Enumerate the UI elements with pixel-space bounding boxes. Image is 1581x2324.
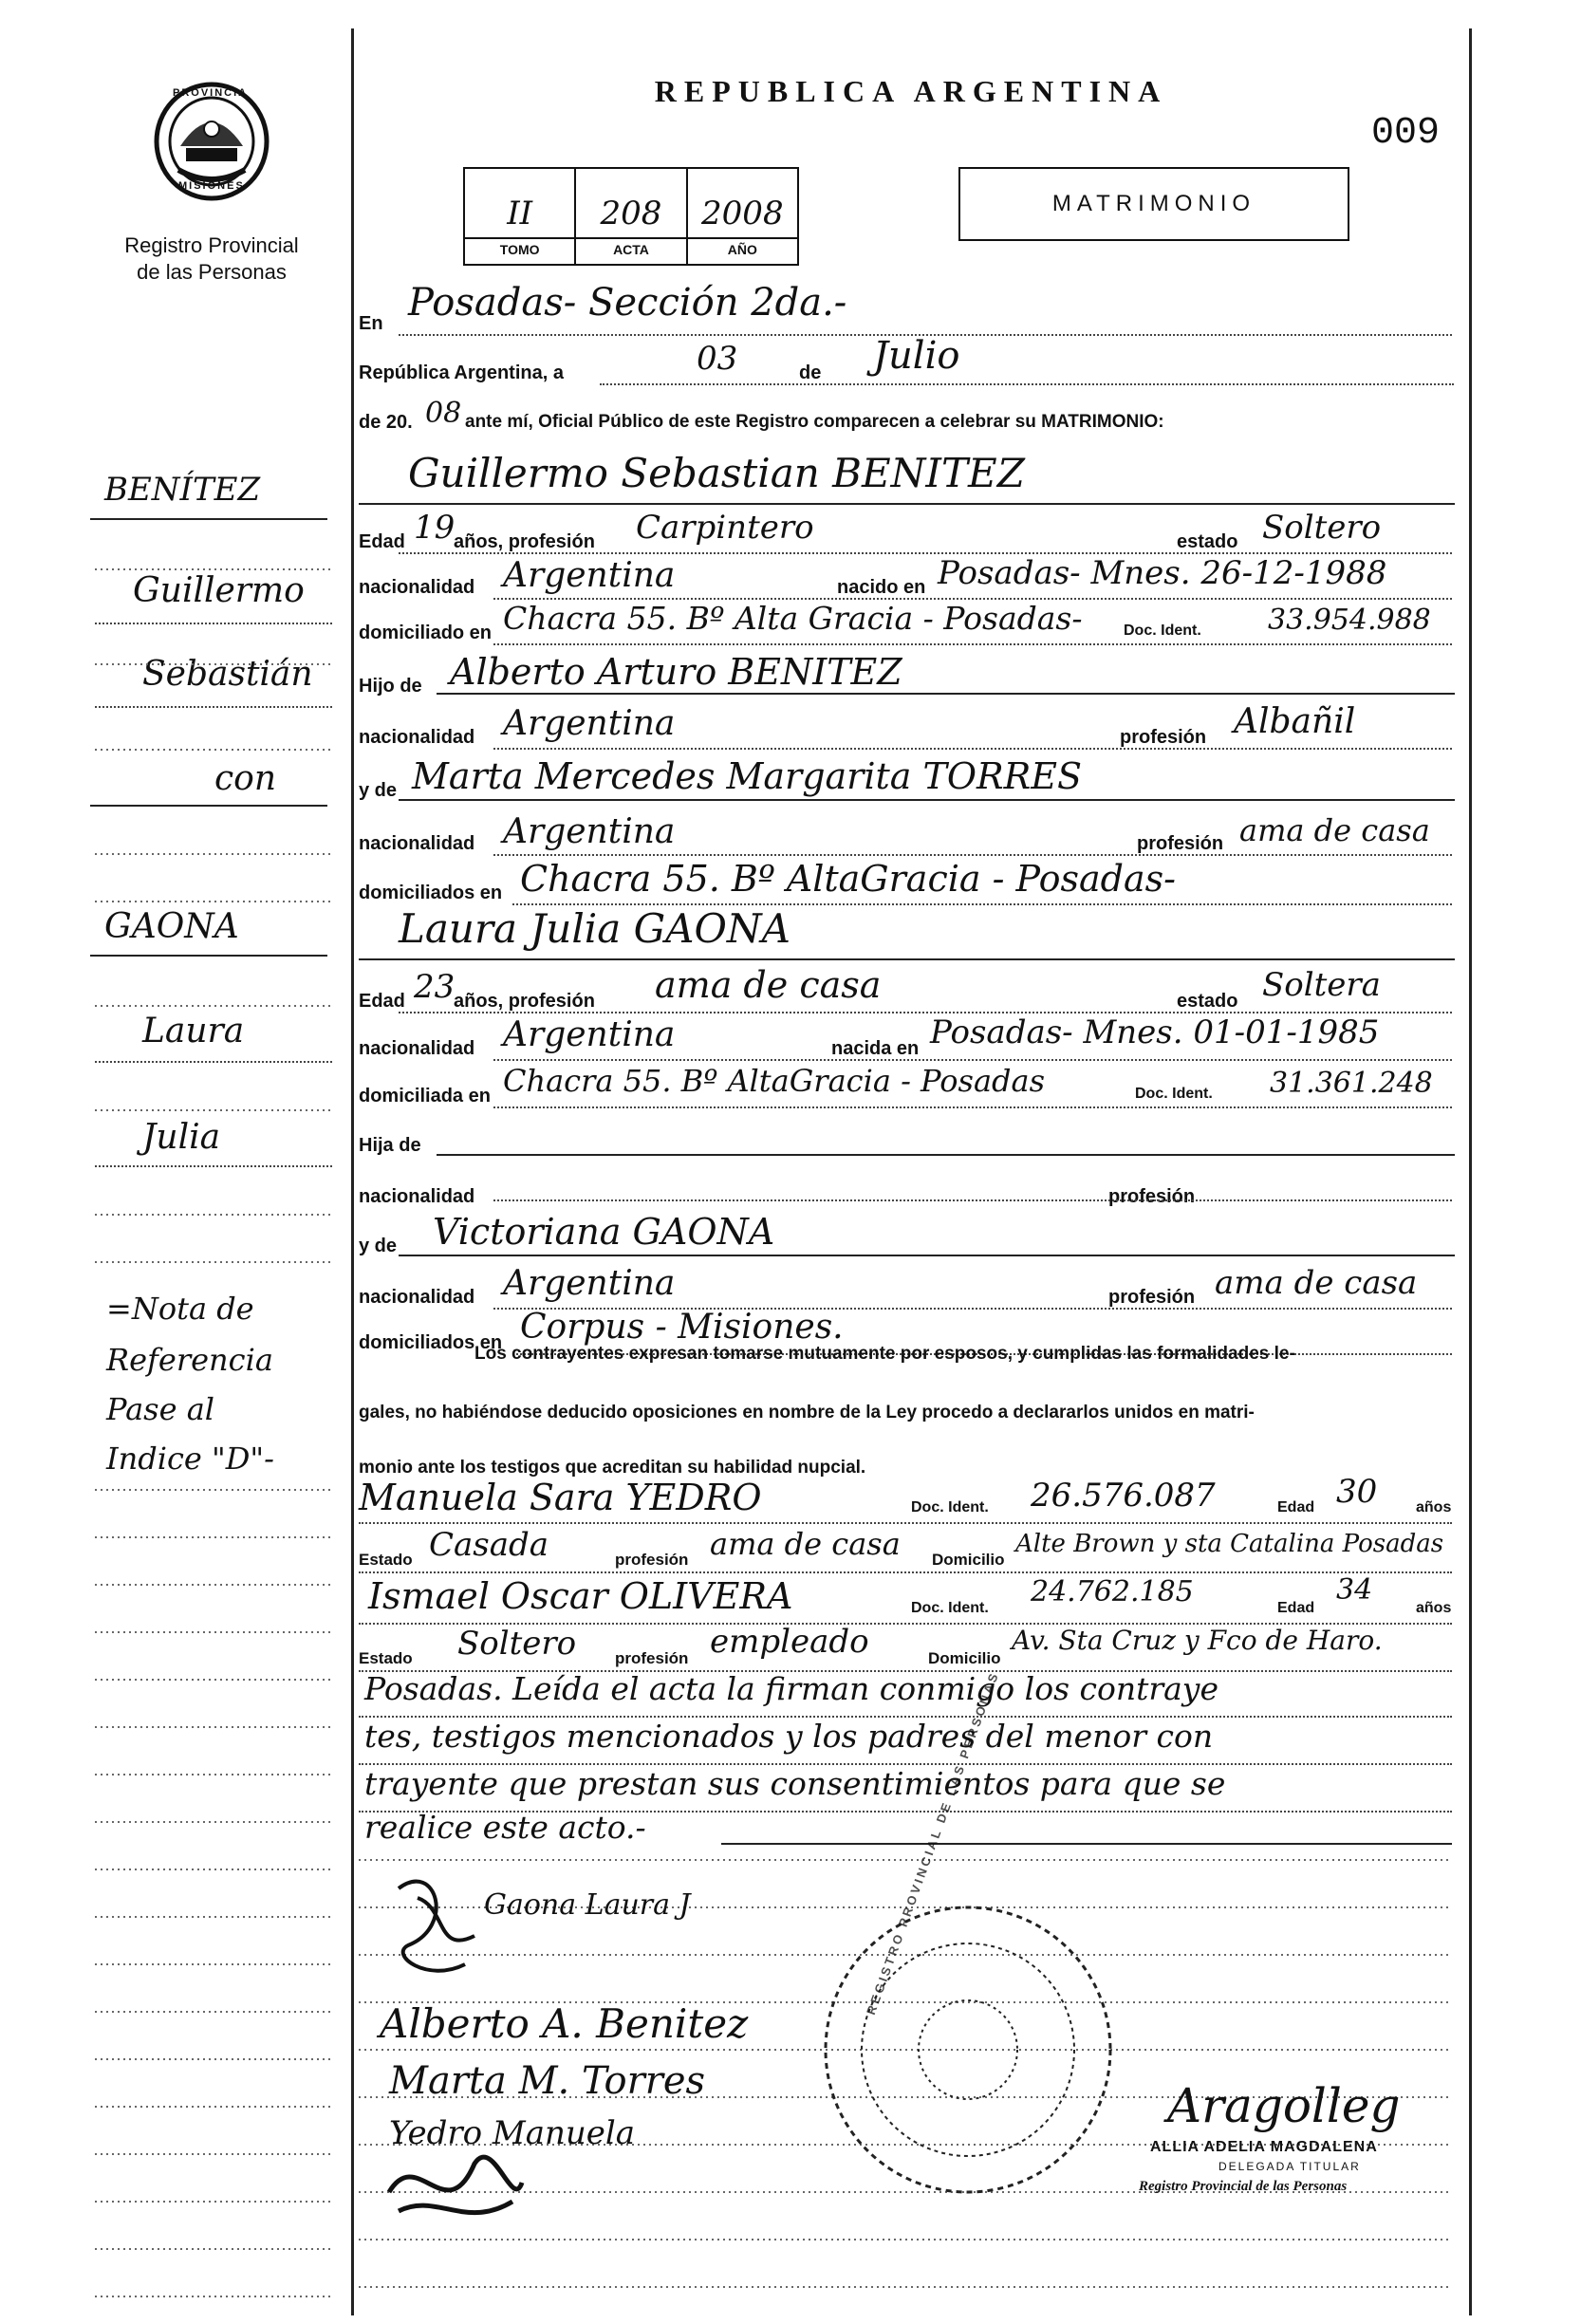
groom-name: Guillermo Sebastian BENITEZ: [408, 450, 1025, 496]
ano-value: 2008: [701, 195, 784, 232]
bride-address: Chacra 55. Bº AltaGracia - Posadas: [503, 1063, 1046, 1099]
groom-hijo-label: Hijo de: [359, 676, 422, 697]
tomo-label: TOMO: [465, 237, 574, 260]
official-title: DELEGADA TITULAR: [1218, 2160, 1361, 2173]
declaration-line-2: gales, no habiéndose deducido oposiciones en nombre de la Ley procedo a declararlos unidos en matri-: [359, 1403, 1255, 1422]
groom-status: Soltero: [1262, 509, 1382, 547]
witness1-estado-label: Estado: [359, 1551, 413, 1569]
groom-yde-label: y de: [359, 780, 398, 801]
groom-parents-dom-label: domiciliados en: [359, 883, 503, 903]
witness2-name: Ismael Oscar OLIVERA: [368, 1575, 793, 1617]
witness2-edad-label: Edad: [1277, 1600, 1315, 1616]
seal-top-text: PROVINCIA: [173, 87, 249, 99]
margin-note-bride-first: Laura: [142, 1012, 245, 1050]
margin-note-con: con: [214, 759, 277, 798]
witness2-anos-label: años: [1416, 1600, 1452, 1616]
witness2-status: Soltero: [457, 1625, 577, 1663]
witness2-domicilio-label: Domicilio: [928, 1649, 1001, 1667]
right-margin-rule: [1469, 28, 1472, 2315]
registry-name-line1: Registro Provincial: [124, 233, 299, 257]
acta-label: ACTA: [576, 237, 685, 260]
closing-line-3: trayente que prestan sus consentimientos para que se: [364, 1765, 1226, 1802]
bride-doc: 31.361.248: [1270, 1067, 1433, 1100]
groom-signature-mark: [380, 1869, 493, 1993]
bride-name: Laura Julia GAONA: [399, 905, 790, 952]
bride-doc-label: Doc. Ident.: [1135, 1086, 1213, 1102]
groom-edad-label: Edad: [359, 531, 405, 552]
bride-profesion-label: años, profesión: [454, 991, 595, 1012]
witness2-profesion-label: profesión: [615, 1649, 689, 1667]
bride-mother-profession: ama de casa: [1215, 1264, 1418, 1302]
groom-father-profession: Albañil: [1234, 702, 1356, 741]
groom-father-prof-label: profesión: [1120, 727, 1207, 748]
act-month: Julio: [873, 334, 960, 378]
groom-profession: Carpintero: [636, 509, 814, 547]
official-name: ALLIA ADELIA MAGDALENA: [1150, 2139, 1378, 2155]
bride-signature: Gaona Laura J: [484, 1888, 691, 1922]
groom-mother-prof-label: profesión: [1137, 833, 1224, 854]
bride-mother-nationality: Argentina: [503, 1264, 676, 1303]
groom-birthplace: Posadas- Mnes. 26-12-1988: [938, 554, 1387, 592]
official-signature: Aragolleg: [1167, 2078, 1401, 2133]
stamp-text: REGISTRO PROVINCIAL DE LAS PERSONAS: [864, 1668, 1002, 2017]
witness1-age: 30: [1336, 1473, 1378, 1511]
bride-nacida-label: nacida en: [831, 1038, 920, 1059]
seal-bottom-text: MISIONES: [178, 180, 245, 192]
witness1-name: Manuela Sara YEDRO: [359, 1477, 762, 1518]
page-number: 009: [1371, 112, 1441, 155]
closing-line-2: tes, testigos mencionados y los padres del menor con: [364, 1718, 1214, 1755]
groom-mother-nationality: Argentina: [503, 812, 676, 851]
groom-estado-label: estado: [1177, 531, 1238, 552]
groom-mother-nat-label: nacionalidad: [359, 833, 475, 854]
witness2-estado-label: Estado: [359, 1649, 413, 1667]
witness1-doc: 26.576.087: [1031, 1477, 1216, 1515]
groom-father-nat-label: nacionalidad: [359, 727, 475, 748]
groom-father: Alberto Arturo BENITEZ: [450, 651, 902, 693]
groom-profesion-label: años, profesión: [454, 531, 595, 552]
margin-note-middle-name: Sebastián: [142, 655, 313, 694]
bride-nacionalidad-label: nacionalidad: [359, 1038, 475, 1059]
bride-parents-address: Corpus - Misiones.: [520, 1308, 844, 1347]
margin-note-ref-1: =Nota de: [106, 1291, 254, 1327]
margin-note-surname: BENÍTEZ: [104, 471, 261, 509]
witness2-doc: 24.762.185: [1031, 1575, 1194, 1608]
intro-text: ante mí, Oficial Público de este Registro comparecen a celebrar su MATRIMONIO:: [465, 412, 1164, 432]
bride-parents-dom-label: domiciliados en: [359, 1332, 503, 1353]
bride-mother-nat-label: nacionalidad: [359, 1287, 475, 1308]
bride-estado-label: estado: [1177, 991, 1238, 1012]
document-type: MATRIMONIO: [1051, 191, 1256, 216]
acta-value: 208: [600, 195, 662, 232]
closing-line-4: realice este acto.-: [364, 1809, 646, 1846]
bride-mother: Victoriana GAONA: [433, 1211, 775, 1253]
bride-yde-label: y de: [359, 1236, 398, 1256]
bride-father-nat-label: nacionalidad: [359, 1186, 475, 1207]
left-margin-rule: [351, 28, 354, 2315]
groom-mother: Marta Mercedes Margarita TORRES: [412, 755, 1082, 797]
act-day: 03: [697, 340, 738, 378]
groom-doc-label: Doc. Ident.: [1124, 623, 1201, 639]
republic-label: República Argentina, a: [359, 363, 564, 383]
witness1-domicilio-label: Domicilio: [932, 1551, 1005, 1569]
margin-note-ref-2: Referencia: [106, 1342, 273, 1378]
bride-hija-label: Hija de: [359, 1135, 421, 1156]
groom-age: 19: [414, 509, 456, 547]
closing-line-1: Posadas. Leída el acta la firman conmigo los contraye: [364, 1670, 1218, 1707]
groom-domicilio-label: domiciliado en: [359, 623, 493, 643]
witness2-doc-label: Doc. Ident.: [911, 1600, 989, 1616]
bride-edad-label: Edad: [359, 991, 405, 1012]
witness1-address: Alte Brown y sta Catalina Posadas: [1015, 1530, 1444, 1558]
bride-nationality: Argentina: [503, 1015, 676, 1054]
witness2-profession: empleado: [710, 1623, 869, 1661]
witness1-anos-label: años: [1416, 1499, 1452, 1515]
groom-mother-profession: ama de casa: [1239, 812, 1430, 848]
tomo-value: II: [507, 195, 533, 232]
official-round-stamp: [816, 1888, 1120, 2211]
groom-nacionalidad-label: nacionalidad: [359, 577, 475, 598]
groom-father-nationality: Argentina: [503, 704, 676, 743]
bride-status: Soltera: [1262, 966, 1381, 1004]
bride-profession: ama de casa: [655, 964, 882, 1006]
witness2-age: 34: [1336, 1573, 1373, 1607]
margin-note-bride-middle: Julia: [142, 1118, 221, 1157]
bride-domicilio-label: domiciliada en: [359, 1086, 491, 1106]
mother-signature: Marta M. Torres: [389, 2059, 706, 2103]
groom-doc: 33.954.988: [1268, 604, 1431, 637]
witness1-profession: ama de casa: [710, 1526, 901, 1562]
witness1-edad-label: Edad: [1277, 1499, 1315, 1515]
groom-nacido-label: nacido en: [837, 577, 926, 598]
witness-signature: Yedro Manuela: [389, 2114, 636, 2152]
official-registry: Registro Provincial de las Personas: [1139, 2179, 1348, 2194]
de-label: de: [799, 363, 822, 383]
margin-note-ref-3: Pase al: [106, 1391, 215, 1427]
witness2-address: Av. Sta Cruz y Fco de Haro.: [1012, 1625, 1383, 1656]
groom-address: Chacra 55. Bº Alta Gracia - Posadas-: [503, 600, 1083, 637]
declaration-line-1: Los contrayentes expresan tomarse mutuamente por esposos, y cumplidas las formalidades le-: [474, 1344, 1295, 1364]
margin-ruled-lines: [95, 0, 342, 2324]
groom-parents-address: Chacra 55. Bº AltaGracia - Posadas-: [520, 858, 1176, 900]
witness2-signature-mark: [380, 2135, 531, 2240]
en-label: En: [359, 313, 383, 334]
declaration-line-3: monio ante los testigos que acreditan su habilidad nupcial.: [359, 1458, 866, 1478]
document-title: REPUBLICA ARGENTINA: [654, 74, 1168, 108]
margin-note-ref-4: Indice "D"-: [106, 1441, 274, 1477]
ano-label: AÑO: [688, 237, 797, 260]
act-year: 08: [425, 397, 462, 430]
witness1-doc-label: Doc. Ident.: [911, 1499, 989, 1515]
year-prefix: de 20.: [359, 412, 413, 433]
bride-age: 23: [414, 968, 456, 1006]
witness1-status: Casada: [429, 1526, 549, 1564]
act-place: Posadas- Sección 2da.-: [408, 281, 847, 325]
bride-father-prof-label: profesión: [1108, 1186, 1196, 1207]
margin-note-first-name: Guillermo: [133, 571, 305, 610]
bride-mother-prof-label: profesión: [1108, 1287, 1196, 1308]
bride-birthplace: Posadas- Mnes. 01-01-1985: [930, 1013, 1380, 1051]
groom-nationality: Argentina: [503, 556, 676, 595]
father-signature: Alberto A. Benitez: [380, 2000, 749, 2047]
registry-name-line2: de las Personas: [137, 260, 287, 284]
witness1-profesion-label: profesión: [615, 1551, 689, 1569]
margin-note-bride-surname: GAONA: [104, 907, 239, 946]
